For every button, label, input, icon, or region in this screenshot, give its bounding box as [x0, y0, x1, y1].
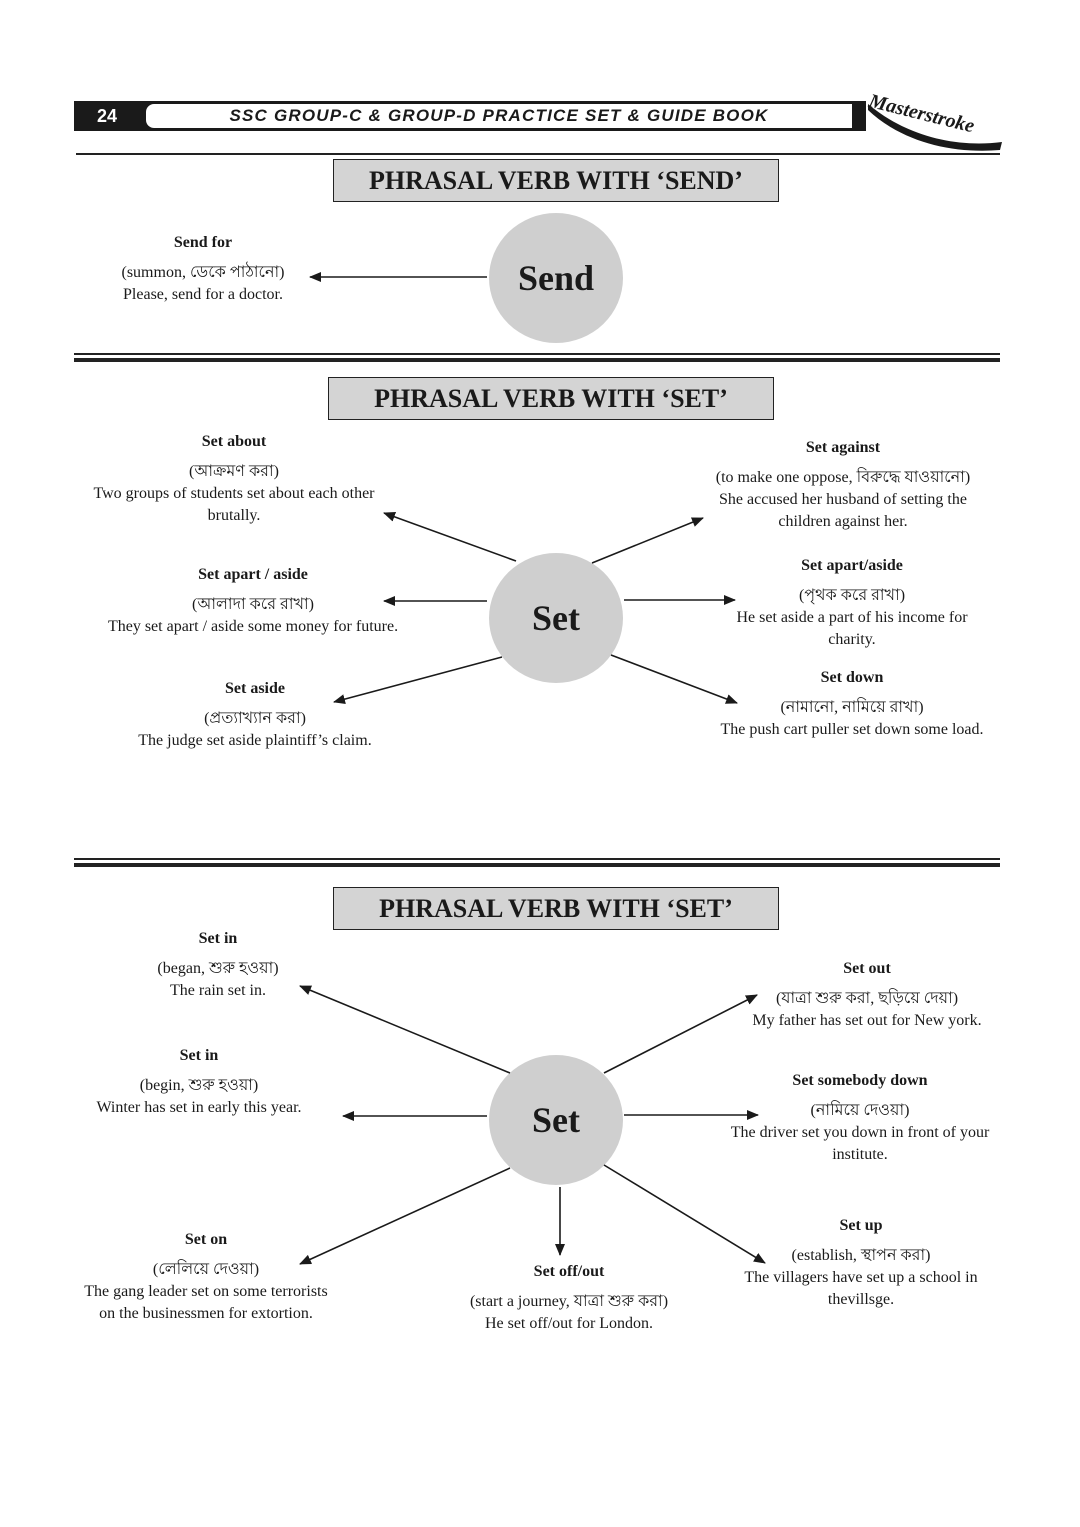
- entry-meaning: (establish, স্থাপন করা): [791, 1247, 931, 1264]
- entry-meaning: (আক্রমণ করা): [189, 463, 279, 480]
- entry-meaning: (নামিয়ে দেওয়া): [810, 1102, 910, 1119]
- arrow-set-against: [592, 518, 703, 563]
- book-title: SSC GROUP-C & GROUP-D PRACTICE SET & GUIDE BOOK: [146, 104, 852, 128]
- entry-term: Set against: [805, 439, 881, 456]
- arrow-set-about: [384, 513, 516, 561]
- brand-logo: Masterstroke: [866, 90, 977, 138]
- entry-example: Two groups of students set about each other brutally.: [93, 485, 375, 524]
- entry-example: The driver set you down in front of your institute.: [730, 1124, 990, 1163]
- entry-example: They set apart / aside some money for future.: [107, 618, 399, 635]
- section-title-set-1: PHRASAL VERB WITH ‘SET’: [328, 377, 774, 420]
- entry-term: Set apart / aside: [198, 566, 308, 583]
- entry-meaning: (নামানো, নামিয়ে রাখা): [780, 699, 924, 716]
- entry-term: Send for: [173, 234, 233, 251]
- entry-meaning: (began, শুরু হওয়া): [157, 960, 279, 977]
- entry-term: Set down: [820, 669, 884, 686]
- entry-meaning: (start a journey, যাত্রা শুরু করা): [469, 1293, 669, 1310]
- entry-example: He set aside a part of his income for charity.: [736, 609, 968, 648]
- entry-meaning: (পৃথক করে রাখা): [798, 587, 906, 604]
- arrow-set-in-rain: [300, 986, 510, 1073]
- page-number: 24: [74, 101, 140, 131]
- entry-example: The rain set in.: [170, 982, 266, 999]
- center-circle-set-2: Set: [489, 1055, 623, 1185]
- entry-term: Set apart/aside: [801, 557, 903, 574]
- entry-example: The gang leader set on some terrorists on the businessmen for extortion.: [84, 1283, 328, 1322]
- entry-term: Set out: [843, 960, 891, 977]
- entry-example: He set off/out for London.: [484, 1315, 654, 1332]
- entry-meaning: (begin, শুরু হওয়া): [139, 1077, 259, 1094]
- entry-example: Winter has set in early this year.: [96, 1099, 302, 1116]
- entry-example: Please, send for a doctor.: [123, 286, 283, 303]
- entry-term: Set somebody down: [792, 1072, 928, 1089]
- entry-term: Set in: [198, 930, 238, 947]
- entry-term: Set aside: [225, 680, 285, 697]
- entry-term: Set up: [839, 1217, 883, 1234]
- entry-meaning: (আলাদা করে রাখা): [192, 596, 314, 613]
- arrow-set-down: [611, 655, 737, 703]
- section-title-set-2: PHRASAL VERB WITH ‘SET’: [333, 887, 779, 930]
- center-circle-send: Send: [489, 213, 623, 343]
- entry-example: She accused her husband of setting the children against her.: [719, 491, 967, 530]
- entry-term: Set about: [201, 433, 267, 450]
- entry-term: Set off/out: [533, 1263, 605, 1280]
- center-circle-set-1: Set: [489, 553, 623, 683]
- entry-example: My father has set out for New york.: [752, 1012, 982, 1029]
- entry-meaning: (to make one oppose, বিরুদ্ধে যাওয়ানো): [715, 469, 971, 486]
- section-title-send: PHRASAL VERB WITH ‘SEND’: [333, 159, 779, 202]
- entry-meaning: (প্রত্যাখ্যান করা): [204, 710, 306, 727]
- entry-meaning: (যাত্রা শুরু করা, ছড়িয়ে দেয়া): [775, 990, 959, 1007]
- arrow-set-on: [300, 1168, 510, 1264]
- entry-term: Set on: [184, 1231, 228, 1248]
- entry-term: Set in: [179, 1047, 219, 1064]
- entry-meaning: (summon, ডেকে পাঠানো): [121, 264, 285, 281]
- entry-example: The push cart puller set down some load.: [720, 721, 984, 738]
- arrow-set-aside: [334, 657, 502, 702]
- arrow-set-out: [604, 995, 757, 1073]
- entry-meaning: (লেলিয়ে দেওয়া): [152, 1261, 260, 1278]
- arrow-set-up: [604, 1165, 765, 1263]
- entry-example: The villagers have set up a school in thevillsge.: [744, 1269, 978, 1308]
- entry-example: The judge set aside plaintiff’s claim.: [138, 732, 372, 749]
